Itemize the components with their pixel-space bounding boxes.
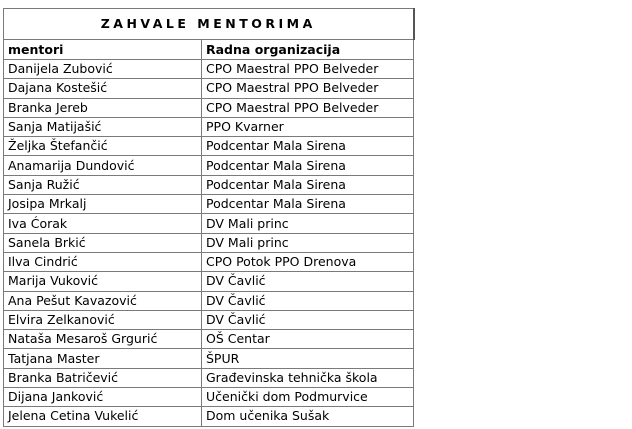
table-row (4, 175, 414, 194)
header-mentori: mentori (4, 40, 202, 60)
table-row (4, 407, 414, 426)
mentor-name-cell: Ana Pešut Kavazović (4, 291, 202, 310)
organization-cell: DV Čavlić (202, 272, 414, 291)
table-row (4, 388, 414, 407)
mentor-name-cell: Branka Batričević (4, 368, 202, 387)
organization-cell: Podcentar Mala Sirena (202, 137, 414, 156)
mentor-name-cell: Jelena Cetina Vukelić (4, 407, 202, 426)
table-row (4, 272, 414, 291)
organization-cell: Dom učenika Sušak (202, 407, 414, 426)
table-row (4, 137, 414, 156)
table-row (4, 252, 414, 271)
table-row (4, 291, 414, 310)
organization-cell: CPO Maestral PPO Belveder (202, 60, 414, 79)
organization-cell: Podcentar Mala Sirena (202, 156, 414, 175)
table-row (4, 214, 414, 233)
mentor-name-cell: Dijana Janković (4, 388, 202, 407)
organization-cell: CPO Maestral PPO Belveder (202, 98, 414, 117)
mentor-name-cell: Anamarija Dundović (4, 156, 202, 175)
table-row (4, 117, 414, 136)
mentor-name-cell: Marija Vuković (4, 272, 202, 291)
mentor-name-cell: Josipa Mrkalj (4, 195, 202, 214)
table-row (4, 330, 414, 349)
mentor-name-cell: Sanja Matijašić (4, 117, 202, 136)
organization-cell: Građevinska tehnička škola (202, 368, 414, 387)
mentor-name-cell: Elvira Zelkanović (4, 310, 202, 329)
mentor-name-cell: Iva Ćorak (4, 214, 202, 233)
table-row (4, 98, 414, 117)
table-row (4, 368, 414, 387)
organization-cell: Učenički dom Podmurvice (202, 388, 414, 407)
mentor-name-cell: Dajana Kostešić (4, 79, 202, 98)
organization-cell: OŠ Centar (202, 330, 414, 349)
table-row (4, 349, 414, 368)
table-row (4, 79, 414, 98)
header-radna-organizacija: Radna organizacija (202, 40, 414, 60)
organization-cell: DV Čavlić (202, 310, 414, 329)
organization-cell: PPO Kvarner (202, 117, 414, 136)
mentor-name-cell: Ilva Cindrić (4, 252, 202, 271)
table-row (4, 233, 414, 252)
mentor-name-cell: Branka Jereb (4, 98, 202, 117)
organization-cell: Podcentar Mala Sirena (202, 195, 414, 214)
organization-cell: DV Mali princ (202, 214, 414, 233)
organization-cell: CPO Potok PPO Drenova (202, 252, 414, 271)
organization-cell: DV Čavlić (202, 291, 414, 310)
table-row (4, 60, 414, 79)
mentor-name-cell: Tatjana Master (4, 349, 202, 368)
mentor-name-cell: Sanja Ružić (4, 175, 202, 194)
table-title: ZAHVALE MENTORIMA (4, 9, 414, 40)
organization-cell: DV Mali princ (202, 233, 414, 252)
mentors-table (3, 8, 415, 427)
mentor-name-cell: Željka Štefančić (4, 137, 202, 156)
organization-cell: Podcentar Mala Sirena (202, 175, 414, 194)
header-row (4, 40, 414, 60)
table-row (4, 310, 414, 329)
mentor-name-cell: Nataša Mesaroš Grgurić (4, 330, 202, 349)
mentor-name-cell: Sanela Brkić (4, 233, 202, 252)
mentor-name-cell: Danijela Zubović (4, 60, 202, 79)
table-body (4, 60, 414, 427)
table-row (4, 195, 414, 214)
table-row (4, 156, 414, 175)
title-row (4, 9, 414, 40)
organization-cell: ŠPUR (202, 349, 414, 368)
organization-cell: CPO Maestral PPO Belveder (202, 79, 414, 98)
